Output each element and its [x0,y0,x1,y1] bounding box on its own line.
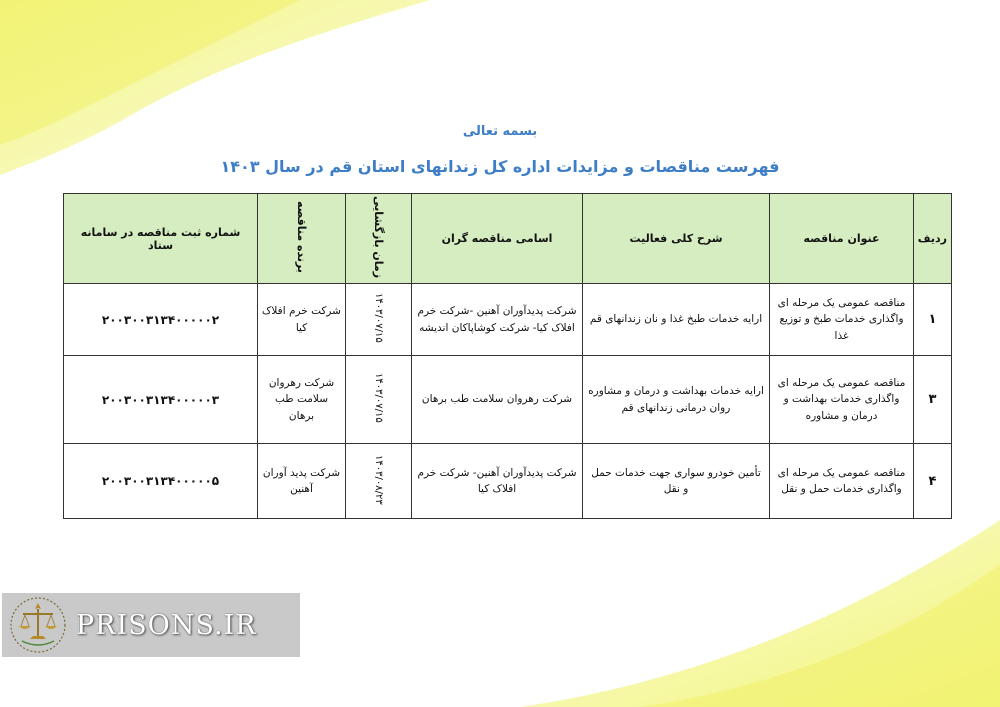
col-header-row-no: ردیف [914,194,952,284]
col-header-winner [258,194,346,284]
col-header-bidders: اسامی مناقصه گران [412,194,583,284]
cell-setad-no: ۲۰۰۳۰۰۳۱۳۴۰۰۰۰۰۵ [64,444,258,519]
cell-winner: شرکت رهروان سلامت طب برهان [258,356,346,444]
table-row [64,284,952,356]
cell-row-no: ۴ [914,444,952,519]
cell-tender-title: مناقصه عمومی یک مرحله ای واگذاری خدمات بهداشت و درمان و مشاوره [770,356,914,444]
cell-row-no: ۳ [914,356,952,444]
table-row [64,356,952,444]
cell-winner: شرکت پدید آوران آهنین [258,444,346,519]
cell-tender-title: مناقصه عمومی یک مرحله ای واگذاری خدمات طبخ و توزیع غذا [770,284,914,356]
col-header-activity: شرح کلی فعالیت [583,194,770,284]
cell-setad-no: ۲۰۰۳۰۰۳۱۳۴۰۰۰۰۰۳ [64,356,258,444]
col-header-opening-date [346,194,412,284]
bismillah-heading: بسمه تعالی [462,124,538,139]
cell-tender-title: مناقصه عمومی یک مرحله ای واگذاری خدمات حمل و نقل [770,444,914,519]
opening-date-value: ۱۴۰۳/۰۷/۱۵ [373,293,384,343]
cell-opening-date [346,356,412,444]
tenders-table [63,193,952,519]
cell-activity: ارایه خدمات بهداشت و درمان و مشاوره روان درمانی زندانهای قم [583,356,770,444]
cell-opening-date [346,444,412,519]
cell-opening-date [346,284,412,356]
cell-bidders: شرکت پدیدآوران آهنین -شرکت خرم افلاک کیا- شرکت کوشاپاکان اندیشه [412,284,583,356]
table-row [64,444,952,519]
cell-setad-no: ۲۰۰۳۰۰۳۱۳۴۰۰۰۰۰۲ [64,284,258,356]
winner-header-label: برنده مناقصه [295,201,308,273]
cell-bidders: شرکت رهروان سلامت طب برهان [412,356,583,444]
cell-winner: شرکت خرم افلاک کیا [258,284,346,356]
opening-date-value: ۱۴۰۳/۰۷/۱۵ [373,373,384,423]
scales-of-justice-emblem-icon [8,595,68,655]
table-header-row [64,194,952,284]
col-header-setad-no: شماره ثبت مناقصه در سامانه ستاد [64,194,258,284]
cell-activity: ارایه خدمات طبخ غذا و نان زندانهای قم [583,284,770,356]
cell-row-no: ۱ [914,284,952,356]
cell-activity: تأمین خودرو سواری جهت خدمات حمل و نقل [583,444,770,519]
logo-text: PRISONS.IR [76,609,257,641]
prisons-logo-banner[interactable] [2,593,300,657]
page-title: فهرست مناقصات و مزایدات اداره کل زندانهای استان قم در سال ۱۴۰۳ [220,157,780,176]
col-header-tender-title: عنوان مناقصه [770,194,914,284]
opening-date-value: ۱۴۰۳/۰۸/۲۳ [373,454,384,505]
cell-bidders: شرکت پدیدآوران آهنین- شرکت خرم افلاک کیا [412,444,583,519]
opening-date-header-label: زمان بازگشایی [372,196,385,279]
